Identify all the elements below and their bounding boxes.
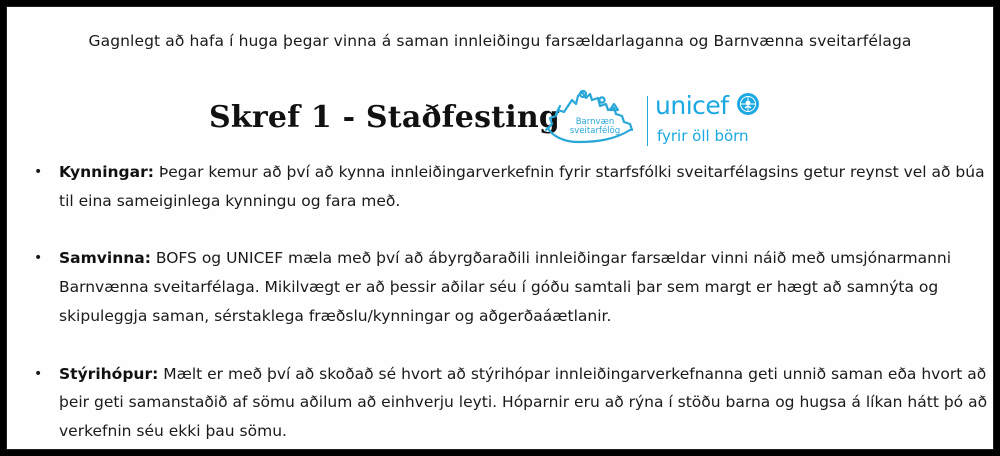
logo-divider xyxy=(647,96,648,146)
item-text: Þegar kemur að því að kynna innleiðingarverkefnin fyrir starfsfólki sveitarfélagsins getur reynst vel að búa til eina sameiginlega kynningu og fara með. xyxy=(59,163,985,210)
bullet-icon: • xyxy=(34,250,43,267)
list-item-kynningar xyxy=(34,158,990,215)
bullet-icon: • xyxy=(34,365,43,382)
item-text: BOFS og UNICEF mæla með því að ábyrgðaraðili innleiðingar farsældar vinni náið með umsjónarmanni Barnvænna sveitarfélaga. Mikilvægt er að þessir aðilar séu í góðu samtali þar sem margt er hægt að samnýta og skipuleggja saman, sérstaklega fræðslu/kynningar og aðgerðaáætlanir. xyxy=(59,249,952,325)
barnvaen-line2: sveitarfélög xyxy=(569,126,621,136)
barnvaen-line1: Barnvæn xyxy=(575,117,615,127)
list-spacer xyxy=(38,331,990,360)
list-item-samvinna xyxy=(34,244,990,330)
item-text: Mælt er með því að skoðað sé hvort að stýrihópar innleiðingarverkefnanna geti unnið saman eða hvort að þeir geti samanstaðið af sömu aðilum að einhverju leyti. Hóparnir eru að rýna í stöðu barna og hugsa á líkan hátt þó að verkefnin séu ekki þau sömu. xyxy=(59,364,988,440)
item-label: Stýrihópur: xyxy=(59,364,159,383)
barnvaen-sveitarfelog-logo xyxy=(538,86,642,150)
item-label: Kynningar: xyxy=(59,163,154,181)
unicef-globe-icon xyxy=(736,92,760,116)
slide-heading: Skref 1 - Staðfesting xyxy=(209,100,561,135)
bullet-icon: • xyxy=(34,164,43,180)
bullet-list xyxy=(34,158,990,446)
list-spacer xyxy=(38,215,990,244)
unicef-wordmark: unicef xyxy=(655,91,729,120)
item-label: Samvinna: xyxy=(59,249,151,268)
unicef-tagline: fyrir öll börn xyxy=(657,127,749,145)
partner-logos xyxy=(536,84,776,154)
slide-subtitle: Gagnlegt að hafa í huga þegar vinna á saman innleiðingu farsældarlaganna og Barnvænna sveitarfélaga xyxy=(88,32,912,50)
barnvaen-logo-text xyxy=(560,118,630,136)
list-item-styrihopur xyxy=(34,360,990,446)
